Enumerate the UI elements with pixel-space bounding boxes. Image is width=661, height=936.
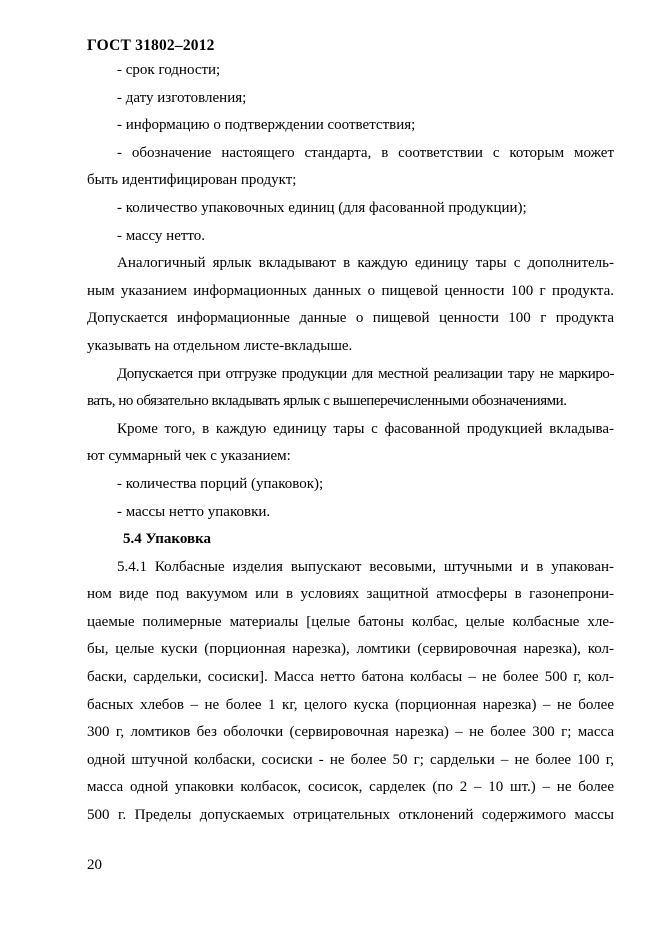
list-item-package-count: - количество упаковочных единиц (для фасованной продукции); [117,199,527,216]
section-heading: 5.4 Упаковка [123,531,212,548]
paragraph-line: быть идентифицирован продукт; [87,172,297,189]
document-body [87,57,614,830]
paragraph-line: ном виде под вакуумом или в условиях защитной атмосферы в газонепрони- [87,586,614,603]
paragraph-line: Аналогичный ярлык вкладывают в каждую единицу тары с дополнитель- [117,255,614,272]
paragraph-line: указывать на отдельном листе-вкладыше. [87,337,353,354]
paragraph-line: вать, но обязательно вкладывать ярлык с вышеперечисленными обозначениями. [87,393,567,410]
list-item-standard-designation: - обозначение настоящего стандарта, в соответствии с которым может [117,144,614,161]
paragraph-line: Допускается информационные данные о пищевой ценности 100 г продукта [87,310,614,327]
list-item-package-net-mass: - массы нетто упаковки. [117,503,271,520]
list-item-conformity-info: - информацию о подтверждении соответствия; [117,117,416,134]
paragraph-line: ют суммарный чек с указанием: [87,448,291,465]
list-item-manufacture-date: - дату изготовления; [117,89,247,106]
paragraph-line: одной штучной колбаски, сосиски - не более 50 г; сардельки – не более 100 г, [87,751,614,768]
paragraph-line: баски, сардельки, сосиски]. Масса нетто батона колбасы – не более 500 г, кол- [87,669,614,686]
paragraph-line: бы, целые куски (порционная нарезка), ломтики (сервировочная нарезка), кол- [87,641,614,658]
paragraph-line: Допускается при отгрузке продукции для местной реализации тару не маркиро- [117,365,614,382]
standard-title: ГОСТ 31802–2012 [87,37,215,54]
paragraph-line: 500 г. Пределы допускаемых отрицательных отклонений содержимого массы [87,807,614,824]
paragraph-line: масса одной упаковки колбасок, сосисок, сарделек (по 2 – 10 шт.) – не более [87,779,614,796]
paragraph-line: 5.4.1 Колбасные изделия выпускают весовыми, штучными и в упакован- [117,558,614,575]
paragraph-line: 300 г, ломтиков без оболочки (сервировочная нарезка) – не более 300 г; масса [87,724,614,741]
paragraph-line: цаемые полимерные материалы [целые батоны колбас, целые колбасные хле- [87,613,614,630]
list-item-shelf-life: - срок годности; [117,62,221,78]
paragraph-line: ным указанием информационных данных о пищевой ценности 100 г продукта. [87,282,614,299]
list-item-portion-count: - количества порций (упаковок); [117,475,324,492]
page-number: 20 [87,857,102,873]
paragraph-line: Кроме того, в каждую единицу тары с фасованной продукцией вкладыва- [117,420,614,437]
paragraph-line: басных хлебов – не более 1 кг, целого куска (порционная нарезка) – не более [87,696,614,713]
list-item-net-mass: - массу нетто. [117,227,206,244]
